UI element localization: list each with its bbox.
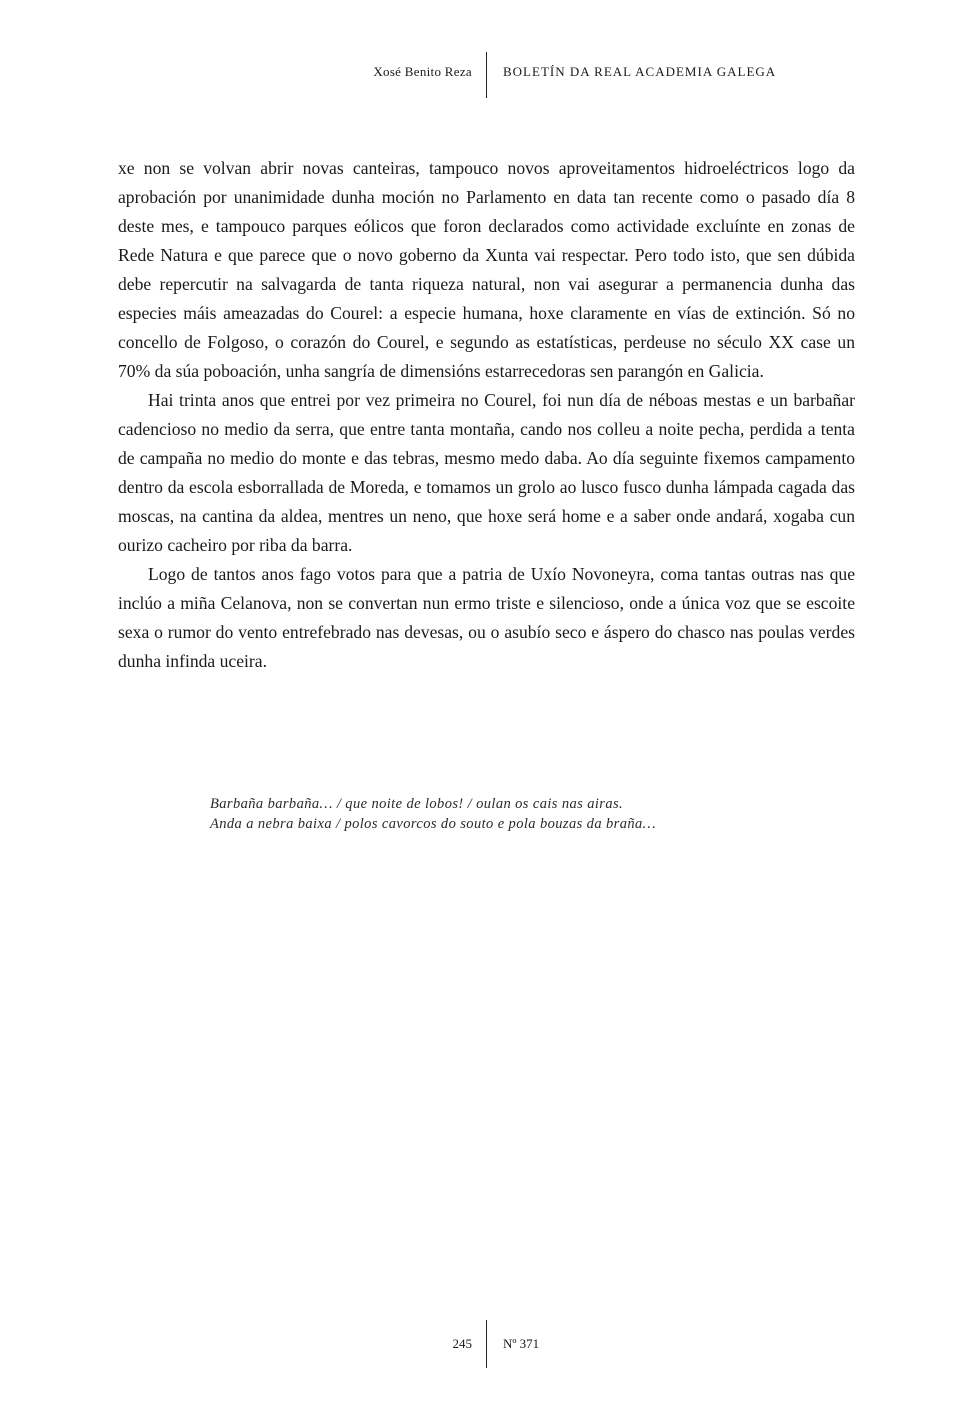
footer-divider xyxy=(486,1320,487,1368)
verse-line: Barbaña barbaña… / que noite de lobos! / oulan os cais nas airas. xyxy=(210,796,624,812)
issue-number: Nº 371 xyxy=(503,1336,540,1351)
body-paragraph: xe non se volvan abrir novas canteiras, tampouco novos aproveitamentos hidroeléctricos logo da aprobación por unanimidade dunha moción no Parlamento en data tan recente como o pasado día 8 deste mes, e tampouco parques eólicos que foron declarados como actividade excluínte en zonas de Rede Natura e que parece que o novo goberno da Xunta vai respectar. Pero todo isto, que sen dúbida debe repercutir na salvagarda de tanta riqueza natural, non vai asegurar a permanencia dunha das especies máis ameazadas do Courel: a especie humana, hoxe claramente en vías de extinción. Só no concello de Folgoso, o corazón do Courel, e segundo as estatísticas, perdeuse no século XX case un 70% da súa poboación, unha sangría de dimensións estarrecedoras sen parangón en Galicia. xyxy=(118,158,855,381)
running-header xyxy=(0,52,975,98)
page-footer xyxy=(0,1320,975,1368)
header-author: Xosé Benito Reza xyxy=(373,64,472,79)
page-number: 245 xyxy=(452,1336,472,1351)
verse-line: Anda a nebra baixa / polos cavorcos do souto e pola bouzas da braña… xyxy=(210,816,656,832)
verse-quote xyxy=(210,794,810,834)
body-paragraph: Hai trinta anos que entrei por vez primeira no Courel, foi nun día de néboas mestas e un barbañar cadencioso no medio da serra, que entre tanta montaña, cando nos colleu a noite pecha, perdida a tenta de campaña no medio do monte e das tebras, mesmo medo daba. Ao día seguinte fixemos campamento dentro da escola esborrallada de Moreda, e tomamos un grolo ao lusco fusco dunha lámpada cagada das moscas, na cantina da aldea, mentres un neno, que hoxe será home e a saber onde andará, xogaba cun ourizo cacheiro por riba da barra. xyxy=(118,390,855,555)
header-journal-title: BOLETÍN DA REAL ACADEMIA GALEGA xyxy=(503,64,777,79)
article-body xyxy=(118,154,855,676)
body-paragraph: Logo de tantos anos fago votos para que a patria de Uxío Novoneyra, coma tantas outras nas que inclúo a miña Celanova, non se convertan nun ermo triste e silencioso, onde a única voz que se escoite sexa o rumor do vento entrefebrado nas devesas, ou o asubío seco e áspero do chasco nas poulas verdes dunha infinda uceira. xyxy=(118,564,855,671)
header-divider xyxy=(486,52,487,98)
